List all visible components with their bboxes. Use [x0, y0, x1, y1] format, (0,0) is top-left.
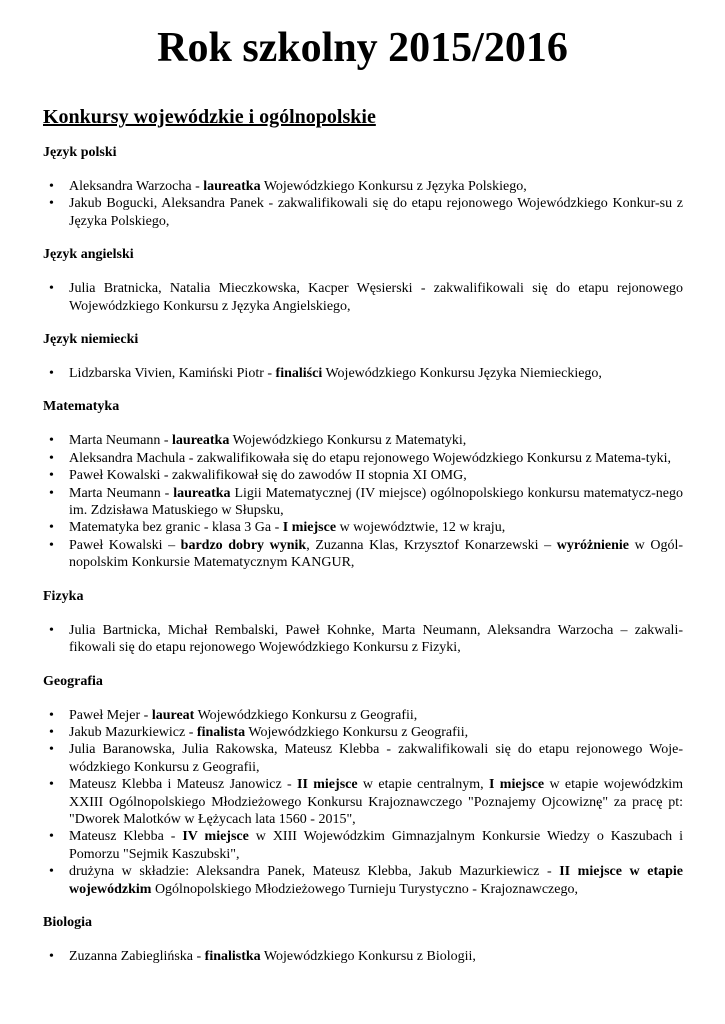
list-item: [69, 280, 683, 315]
list-item: [69, 622, 683, 657]
page-subtitle: Konkursy wojewódzkie i ogólnopolskie: [43, 106, 376, 128]
list-item: [69, 741, 683, 776]
item-text: w etapie wojewódzkim XXIII Ogólnopolskiego Młodzieżowego Konkursu Krajoznawczego "Poznajemy Ojcowiznę" za pracę pt: "Dworek Malotków w Łężycach lata 1560 - 2015",: [69, 777, 683, 827]
list-item: [69, 519, 683, 536]
item-highlight: II miejsce: [297, 777, 358, 793]
item-highlight: laureat: [151, 707, 195, 723]
item-highlight: wyróżnienie: [556, 537, 630, 553]
list-item: [69, 467, 683, 484]
item-text: Ogólnopolskiego Młodzieżowego Turnieju Turystyczno - Krajoznawczego,: [151, 881, 578, 897]
list-item: [69, 537, 683, 572]
list-item: [69, 432, 683, 449]
section-title: Biologia: [43, 914, 93, 930]
item-list: [43, 280, 683, 315]
item-text: Lidzbarska Vivien, Kamiński Piotr -: [69, 366, 276, 382]
list-item: [69, 365, 683, 382]
item-list: [43, 432, 683, 571]
section-title: Język angielski: [43, 247, 134, 263]
item-text: Marta Neumann -: [69, 485, 174, 501]
item-text: w Ogól-nopolskim Konkursie Matematycznym KANGUR,: [69, 537, 683, 571]
section: [43, 673, 683, 898]
section-title: Język polski: [43, 145, 117, 160]
item-highlight: I miejsce: [488, 777, 545, 793]
item-text: w etapie centralnym,: [357, 777, 489, 793]
list-item: [69, 450, 683, 467]
list-item: [69, 863, 683, 898]
list-item: [69, 178, 683, 195]
section: [43, 144, 683, 230]
section-title: Matematyka: [43, 399, 120, 415]
item-list: [43, 948, 683, 965]
item-text: Matematyka bez granic - klasa 3 Ga -: [69, 520, 283, 536]
section-title: Fizyka: [43, 588, 84, 604]
item-highlight: laureatka: [173, 485, 231, 501]
item-highlight: bardzo dobry wynik: [180, 537, 307, 553]
section: [43, 398, 683, 571]
item-highlight: II miejsce w etapie wojewódzkim: [69, 864, 683, 897]
item-text: Zuzanna Zabieglińska -: [69, 948, 205, 964]
item-highlight: finaliści: [275, 366, 323, 382]
item-text: w województwie, 12 w kraju,: [336, 520, 506, 536]
item-text: Wojewódzkiego Konkursu z Matematyki,: [229, 433, 467, 449]
item-list: [43, 365, 683, 382]
item-highlight: finalistka: [204, 948, 261, 964]
item-highlight: IV miejsce: [182, 829, 249, 845]
item-text: Julia Bratnicka, Natalia Mieczkowska, Kacper Węsierski - zakwalifikowali się do etapu rejonowego Wojewódzkiego Konkursu z Języka Angielskiego,: [69, 281, 683, 314]
item-text: Paweł Kowalski - zakwalifikował się do zawodów II stopnia XI OMG,: [69, 468, 467, 484]
item-text: w XIII Wojewódzkim Gimnazjalnym Konkursie Wiedzy o Kaszubach i Pomorzu "Sejmik Kaszubski",: [69, 829, 683, 862]
item-text: Jakub Bogucki, Aleksandra Panek - zakwalifikowali się do etapu rejonowego Wojewódzkiego Konkur-su z Języka Polskiego,: [69, 196, 683, 229]
list-item: [69, 485, 683, 520]
section-title: Język niemiecki: [43, 332, 139, 348]
section-title: Geografia: [43, 673, 103, 689]
item-text: , Zuzanna Klas, Krzysztof Konarzewski –: [306, 537, 557, 553]
item-text: Mateusz Klebba i Mateusz Janowicz -: [69, 777, 298, 793]
item-text: Jakub Mazurkiewicz -: [69, 724, 197, 740]
item-text: Wojewódzkiego Konkursu z Języka Polskiego,: [260, 179, 527, 194]
item-highlight: I miejsce: [282, 520, 337, 536]
item-list: [43, 707, 683, 898]
item-text: drużyna w składzie: Aleksandra Panek, Mateusz Klebba, Jakub Mazurkiewicz -: [69, 864, 560, 880]
list-item: [69, 828, 683, 863]
list-item: [69, 195, 683, 230]
list-item: [69, 776, 683, 828]
item-text: Ligii Matematycznej (IV miejsce) ogólnopolskiego konkursu matematycz-nego im. Zdzisława Matuskiego w Słupsku,: [69, 485, 683, 519]
section: [43, 331, 683, 382]
section: [43, 588, 683, 657]
list-item: [69, 724, 683, 741]
list-item: [69, 707, 683, 724]
item-text: Julia Bartnicka, Michał Rembalski, Paweł Kohnke, Marta Neumann, Aleksandra Warzocha – zakwali-fikowali się do etapu rejonowego Wojewódzkiego Konkursu z Fizyki,: [69, 622, 683, 656]
item-highlight: laureatka: [172, 433, 230, 449]
item-text: Wojewódzkiego Konkursu z Geografii,: [245, 724, 469, 740]
item-text: Julia Baranowska, Julia Rakowska, Mateusz Klebba - zakwalifikowali się do etapu rejonowego Woje-wódzkiego Konkursu z Geografii,: [69, 742, 683, 775]
item-text: Wojewódzkiego Konkursu z Geografii,: [194, 707, 418, 723]
section: [43, 246, 683, 315]
item-highlight: laureatka: [203, 179, 261, 194]
item-text: Aleksandra Warzocha -: [69, 179, 204, 194]
item-list: [43, 622, 683, 657]
list-item: [69, 948, 683, 965]
item-text: Aleksandra Machula - zakwalifikowała się do etapu rejonowego Wojewódzkiego Konkursu z Matema-tyki,: [69, 450, 671, 466]
item-list: [43, 178, 683, 230]
item-text: Paweł Mejer -: [69, 707, 152, 723]
item-text: Wojewódzkiego Konkursu z Biologii,: [260, 948, 476, 964]
item-text: Paweł Kowalski –: [69, 537, 181, 553]
item-text: Wojewódzkiego Konkursu Języka Niemieckiego,: [322, 366, 602, 382]
page-title: Rok szkolny 2015/2016: [157, 25, 568, 71]
sections-container: [43, 140, 683, 981]
item-text: Marta Neumann -: [69, 433, 173, 449]
section: [43, 914, 683, 965]
item-highlight: finalista: [196, 724, 246, 740]
item-text: Mateusz Klebba -: [69, 829, 183, 845]
